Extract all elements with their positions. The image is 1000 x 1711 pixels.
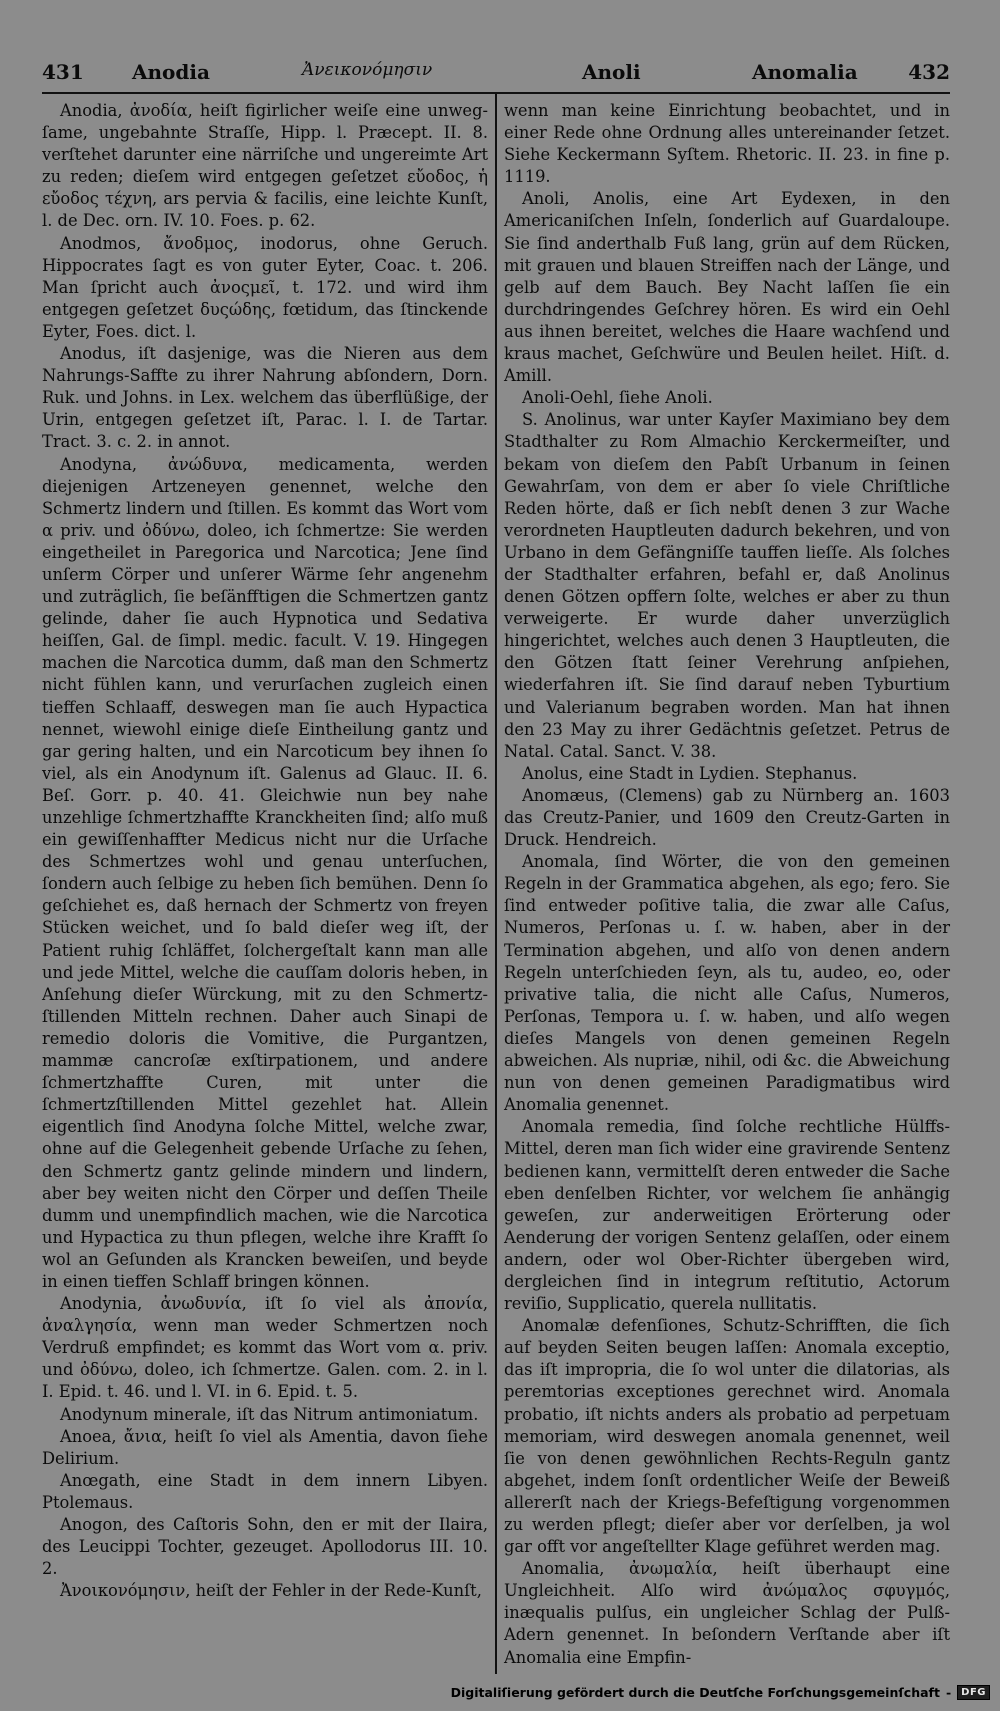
footer: Digitaliſierung gefördert durch die Deutſche Forſchungsgemeinſchaft - DFG <box>451 1681 990 1703</box>
entry-anoea: Anoea, ἄνια, heiſt ſo viel als Amentia, davon ſiehe Delirium. <box>42 1426 488 1468</box>
entry-anomala: Anomala, ſind Wörter, die von den gemeinen Regeln in der Grammatica abgehen, als ego; fero. Sie ſind entweder poſitive talia, die zwar alle Caſus, Numeros, Perſonas u. ſ. w. haben, aber in der Termination abgehen, und alſo von denen andern Regeln unterſchieden ſeyn, als tu, audeo, eo, oder privative talia, die nicht alle Caſus, Numeros, Perſonas, Tempora u. ſ. w. haben, und alſo wegen dieſes Mangels von denen gemeinen Regeln abweichen. Als nupriæ, nihil, odi &c. die Abweichung nun von denen gemeinen Paradigmatibus wird Anomalia genennet. <box>504 852 950 1115</box>
right-column <box>504 100 950 1669</box>
keyword-right-2: Anomalia <box>752 60 858 84</box>
keyword-left: Anodia <box>132 60 210 84</box>
column-divider <box>495 94 497 1674</box>
entry-continuation: wenn man keine Einrichtung beobachtet, und in einer Rede ohne Ordnung alles untereinander ſetzet. Siehe Keckermann Syſtem. Rhetoric. II. 23. in fine p. 1119. <box>504 101 950 187</box>
entry-anodus: Anodus, iſt dasjenige, was die Nieren aus dem Nahrungs-Saffte zu ihrer Nahrung abſondern, Dorn. Ruk. und Johns. in Lex. welchem das überflüßige, der Urin, entgegen geſetzet iſt, Parac. l. I. de Tartar. Tract. 3. c. 2. in annot. <box>42 344 488 452</box>
entry-anoegath: Anœgath, eine Stadt in dem innern Libyen. Ptolemaus. <box>42 1470 488 1512</box>
footer-credit: Digitaliſierung gefördert durch die Deutſche Forſchungsgemeinſchaft <box>450 1684 940 1700</box>
entry-anodyna: Anodyna, ἀνώδυνα, medicamenta, werden diejenigen Artzeneyen genennet, welche den Schmertz lindern und ſtillen. Es kommt das Wort vom α priv. und ὀδύνω, doleo, ich ſchmertze: Sie werden eingetheilet in Paregorica und Narcotica; Jene ſind unſerm Cörper und unſerer Wärme ſehr angenehm und zuträglich, ſie beſänfftigen die Schmertzen gantz gelinde, daher ſie auch Hypnotica und Sedativa heiſſen, Gal. de ſimpl. medic. facult. V. 19. Hingegen machen die Narcotica dumm, daß man den Schmertz nicht fühlen kann, und verurſachen zugleich einen tieffen Schlaaff, deswegen man ſie auch Hypactica nennet, wiewohl einige dieſe Eintheilung gantz und gar gering halten, und ein Narcoticum bey ihnen ſo viel, als ein Anodynum iſt. Galenus ad Glauc. II. 6. Beſ. Gorr. p. 40. 41. Gleichwie nun bey nahe unzehlige ſchmertzhaffte Kranckheiten ſind; alſo muß ein gewiſſenhaffter Medicus nicht nur die Urſache des Schmertzes wohl und genau unterſuchen, ſondern auch ſelbige zu heben ſich bemühen. Denn ſo geſchiehet es, daß hernach der Schmertz von freyen Stücken weichet, und ſo bald dieſer weg iſt, der Patient ruhig ſchläffet, ſolchergeſtalt kann man alle und jede Mittel, welche die cauſſam doloris heben, in Anſehung dieſer Würckung, mit zu den Schmertz-ſtillenden Mitteln rechnen. Daher auch Sinapi de remedio doloris die Vomitive, die Purgantzen, mammæ cancroſæ exſtirpationem, und andere ſchmertzhaffte Curen, mit unter die ſchmertzſtillenden Mittel gezehlet hat. Allein eigentlich ſind Anodyna ſolche Mittel, welche zwar, ohne auf die Gelegenheit gebende Urſache zu ſehen, den Schmertz gantz gelinde mindern und lindern, aber bey weiten nicht den Cörper und deſſen Theile dumm und unempfindlich machen, wie die Narcotica und Hypactica zu thun pflegen, welche ihre Krafft ſo wol an Geſunden als Krancken beweiſen, und beyde in einen tieffen Schlaff bringen können. <box>42 454 488 1291</box>
entry-anomalia: Anomalia, ἀνωμαλία, heiſt überhaupt eine Ungleichheit. Alſo wird ἀνώμαλος σφυγμός, inæqualis pulſus, ein ungleicher Schlag der Pulß-Adern genennet. In beſondern Verſtande aber iſt Anomalia eine Empfin- <box>504 1559 950 1667</box>
entry-anomala-remedia: Anomala remedia, ſind ſolche rechtliche Hülffs-Mittel, deren man ſich wider eine gravirende Sentenz bedienen kann, vermittelſt deren entweder die Sache eben denſelben Richter, vor welchem ſie anhängig geweſen, zur anderweitigen Erörterung oder Aenderung der vorigen Sentenz gelaſſen, oder einem andern, oder wol Ober-Richter übergeben wird, dergleichen ſind in integrum reſtitutio, Actorum reviſio, Supplicatio, querela nullitatis. <box>504 1117 950 1314</box>
entry-anolus: Anolus, eine Stadt in Lydien. Stephanus. <box>522 763 858 783</box>
running-title: Ἀνεικονόμησιν <box>302 60 433 80</box>
entry-anodmos: Anodmos, ἄνοδμος, inodorus, ohne Geruch. Hippocrates ſagt es von guter Eyter, Coac. t. 206. Man ſpricht auch ἀνοςμεῖ, t. 172. und wird ihm entgegen geſetzet δυςώδης, fœtidum, das ſtinckende Eyter, Foes. dict. l. <box>42 233 488 341</box>
entry-anomaeus: Anomæus, (Clemens) gab zu Nürnberg an. 1603 das Creutz-Panier, und 1609 den Creutz-Garten in Druck. Hendreich. <box>504 785 950 850</box>
entry-anoli: Anoli, Anolis, eine Art Eydexen, in den Americaniſchen Inſeln, ſonderlich auf Guardaloupe. Sie ſind anderthalb Fuß lang, grün auf dem Rücken, mit grauen und blauen Streiffen nach der Länge, und gelb auf dem Bauch. Bey Nacht laſſen ſie ein durchdringendes Geſchrey hören. Es wird ein Oehl aus ihnen bereitet, welches die Haare wachſend und kraus machet, Geſchwüre und Beulen heilet. Hiſt. d. Amill. <box>504 189 950 386</box>
entry-anolinus: S. Anolinus, war unter Kayſer Maximiano bey dem Stadthalter zu Rom Almachio Kerckermeiſter, und bekam von dieſem den Pabſt Urbanum in ſeinen Gewahrſam, von dem er aber ſo viele Chriſtliche Reden hörte, daß er ſich nebſt denen 3 zur Wache verordneten Hauptleuten dadurch bekehren, und von Urbano in dem Gefängniſſe tauffen lieſſe. Als ſolches der Stadthalter erfahren, befahl er, daß Anolinus denen Götzen opffern ſolte, welches er aber zu thun verweigerte. Er wurde daher unverzüglich hingerichtet, welches auch denen 3 Hauptleuten, die den Götzen ſtatt ſeiner Verehrung anſpiehen, wiederfahren iſt. Sie ſind darauf neben Tyburtium und Valerianum begraben worden. Man hat ihnen den 23 May zu ihrer Gedächtnis geſetzet. Petrus de Natal. Catal. Sanct. V. 38. <box>504 410 950 761</box>
left-column <box>42 100 488 1602</box>
keyword-right-1: Anoli <box>582 60 641 84</box>
page-number-right: 432 <box>908 60 950 84</box>
entry-anoli-oehl: Anoli-Oehl, ſiehe Anoli. <box>522 388 713 408</box>
page-number-left: 431 <box>42 60 84 84</box>
entry-anodynum-minerale: Anodynum minerale, iſt das Nitrum antimoniatum. <box>60 1404 479 1424</box>
entry-anoikonomesin: Ἀνοικονόμησιν, heiſt der Fehler in der Rede-Kunſt, <box>60 1581 482 1601</box>
entry-anogon: Anogon, des Caſtoris Sohn, den er mit der Ilaira, des Leucippi Tochter, gezeuget. Apollodorus III. 10. 2. <box>42 1515 488 1579</box>
page-header <box>42 58 950 86</box>
dfg-logo-icon: DFG <box>957 1685 990 1700</box>
entry-anodynia: Anodynia, ἀνωδυνία, iſt ſo viel als ἀπονία, ἀναλγησία, wenn man weder Schmertzen noch Verdruß empfindet; es kommt das Wort vom α. priv. und ὀδύνω, doleo, ich ſchmertze. Galen. com. 2. in l. I. Epid. t. 46. und l. VI. in 6. Epid. t. 5. <box>42 1294 488 1402</box>
entry-anomalae-defensiones: Anomalæ defenſiones, Schutz-Schrifften, die ſich auf beyden Seiten beugen laſſen: Anomala exceptio, das iſt impropria, die ſo wol unter die dilatorias, als peremtorias exceptiones gerechnet wird. Anomala probatio, iſt nichts anders als probatio ad perpetuam memoriam, wird deswegen anomala genennet, weil ſie von denen gewöhnlichen Rechts-Reguln gantz abgehet, indem ſonſt ordentlicher Weiſe der Beweiß allererſt nach der Kriegs-Befeſtigung vorgenommen zu werden pflegt; dieſer aber vor derſelben, ja wol gar offt vor angeſtellter Klage geführet werden mag. <box>504 1316 950 1557</box>
entry-anodia: Anodia, ἀνοδία, heiſt figirlicher weiſe eine unweg-ſame, ungebahnte Straſſe, Hipp. l. Præcept. II. 8. verſtehet darunter eine närriſche und ungereimte Art zu reden; dieſem wird entgegen geſetzet εὔοδος, ἡ εὔοδος τέχνη, ars pervia & facilis, eine leichte Kunſt, l. de Dec. orn. IV. 10. Foes. p. 62. <box>42 101 488 231</box>
